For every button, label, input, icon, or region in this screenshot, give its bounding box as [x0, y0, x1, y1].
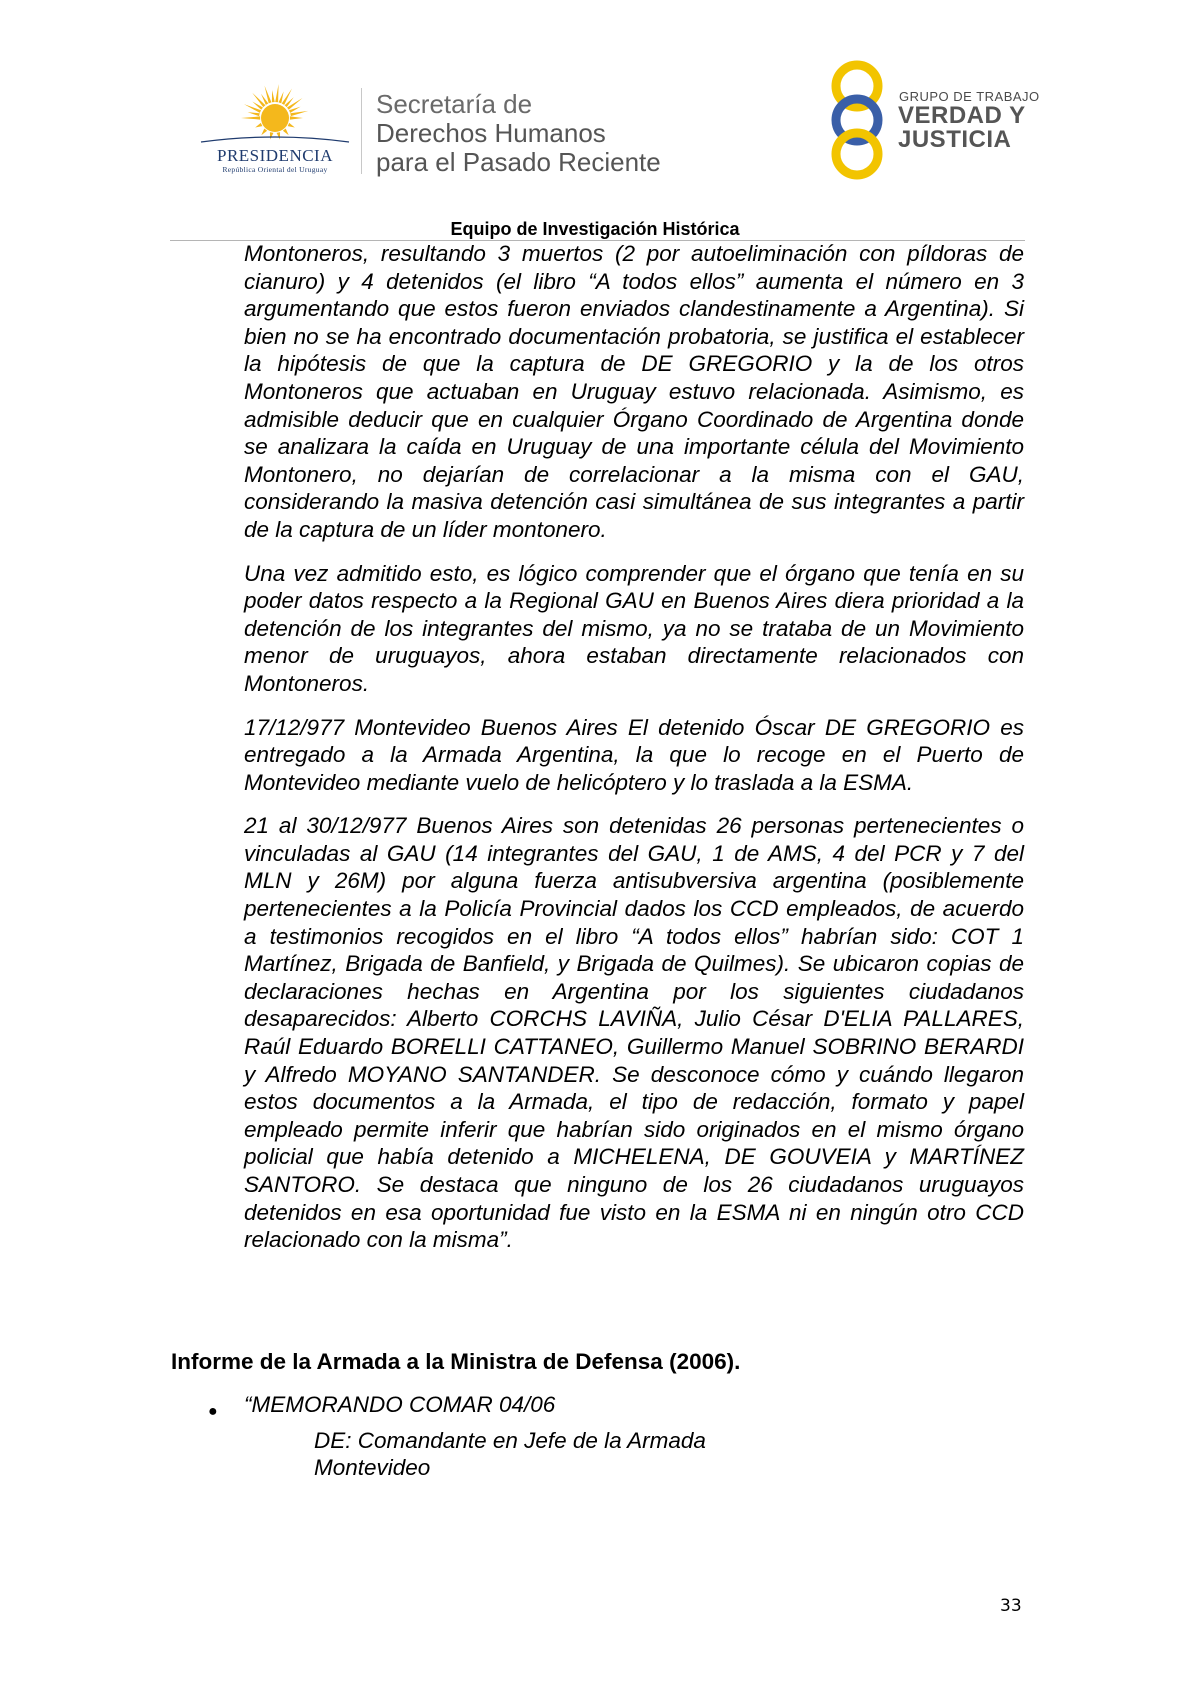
bullet-icon: ● — [208, 1403, 218, 1420]
secretaria-line-3: para el Pasado Reciente — [376, 147, 661, 177]
memo-place: Montevideo — [314, 1455, 431, 1480]
sun-ray — [288, 123, 295, 128]
sun-ray — [279, 91, 284, 103]
presidencia-subtitle: República Oriental del Uruguay — [222, 165, 328, 174]
page-header — [0, 0, 1190, 240]
paragraph: 17/12/977 Montevideo Buenos Aires El detenido Óscar DE GREGORIO es entregado a la Armada Argentina, la que lo recoge en el Puerto de Montevideo mediante vuelo de helicóptero y lo traslada a la ESMA. — [244, 714, 1024, 795]
secretaria-line-2: Derechos Humanos — [376, 118, 606, 148]
gtvj-title — [898, 104, 1026, 152]
sun-ray — [275, 84, 278, 102]
sun-ray — [290, 111, 308, 116]
sun-ray — [282, 89, 292, 105]
sun-ray — [290, 116, 297, 120]
memo-title: “MEMORANDO COMAR 04/06 — [244, 1392, 556, 1417]
page-number: 33 — [1000, 1596, 1022, 1616]
sun-ray — [253, 116, 260, 120]
gtvj-small-label: GRUPO DE TRABAJO — [899, 89, 1040, 104]
section-heading: Informe de la Armada a la Ministra de Defensa (2006). — [171, 1349, 741, 1374]
header-divider — [361, 88, 362, 174]
sun-ray — [272, 90, 275, 102]
sun-ray — [283, 129, 289, 136]
secretaria-logo-text — [376, 90, 661, 177]
gtvj-title-line-2: JUSTICIA — [898, 126, 1012, 153]
sun-ray — [270, 132, 274, 139]
running-header-title: Equipo de Investigación Histórica — [450, 219, 740, 239]
gtvj-title-line-1: VERDAD Y — [898, 102, 1026, 129]
paragraph: Una vez admitido esto, es lógico comprender que el órgano que tenía en su poder datos respecto a la Regional GAU en Buenos Aires diera prioridad a la detención de los integrantes del mismo, ya no se trataba de un Movimiento menor de uruguayos, ahora estaban directamente relacionados con Montoneros. — [244, 560, 1024, 696]
body-text — [244, 240, 1024, 1270]
secretaria-line-1: Secretaría de — [376, 89, 533, 119]
sun-ray — [277, 132, 281, 139]
sun-ray — [255, 123, 262, 128]
sun-ray — [287, 98, 302, 110]
sun-ray — [248, 112, 260, 116]
verdad-justicia-rings-icon — [817, 58, 897, 182]
sun-ray — [261, 129, 267, 136]
sun-ray — [252, 93, 265, 107]
paragraph: 21 al 30/12/977 Buenos Aires son detenidas 26 personas pertenecientes o vinculadas al GAU (14 integrantes del GAU, 1 de AMS, 4 del PCR y 7 del MLN y 26M) por alguna fuerza antisubversiva argentina (posiblemente pertenecientes a la Policía Provincial dados los CCD empleados, de acuerdo a testimonios recogidos en el libro “A todos ellos” habrían sido: COT 1 Martínez, Brigada de Banfield, y Brigada de Quilmes). Se ubicaron copias de declaraciones hechas en Argentina por los siguientes ciudadanos desaparecidos: Alberto CORCHS LAVIÑA, Julio César D'ELIA PALLARES, Raúl Eduardo BORELLI CATTANEO, Guillermo Manuel SOBRINO BERARDI y Alfredo MOYANO SANTANDER. Se desconoce cómo y cuándo llegaron estos documentos a la Armada, el tipo de redacción, formato y papel empleado permite inferir que habrían sido originados en el mismo órgano policial que había detenido a MICHELENA, DE GOUVEIA y MARTÍNEZ SANTORO. Se destaca que ninguno de los 26 ciudadanos uruguayos detenidos en esa oportunidad fue visto en la ESMA ni en ningún otro CCD relacionado con la misma”. — [244, 813, 1024, 1253]
memo-from: DE: Comandante en Jefe de la Armada — [314, 1428, 706, 1453]
paragraph: Montoneros, resultando 3 muertos (2 por autoeliminación con píldoras de cianuro) y 4 detenidos (el libro “A todos ellos” aumenta el número en 3 argumentando que estos fueron enviados clandestinamente a Argentina). Si bien no se ha encontrado documentación probatoria, se justifica el establecer la hipótesis de que la captura de DE GREGORIO y la de los otros Montoneros que actuaban en Uruguay estuvo relacionada. Asimismo, es admisible deducir que en cualquier Órgano Coordinado de Argentina donde se analizara la caída en Uruguay de una importante célula del Movimiento Montonero, no dejarían de correlacionar a la misma con el GAU, considerando la masiva detención casi simultánea de sus integrantes a partir de la captura de un líder montonero. — [244, 241, 1024, 542]
presidencia-label: PRESIDENCIA — [216, 146, 333, 165]
